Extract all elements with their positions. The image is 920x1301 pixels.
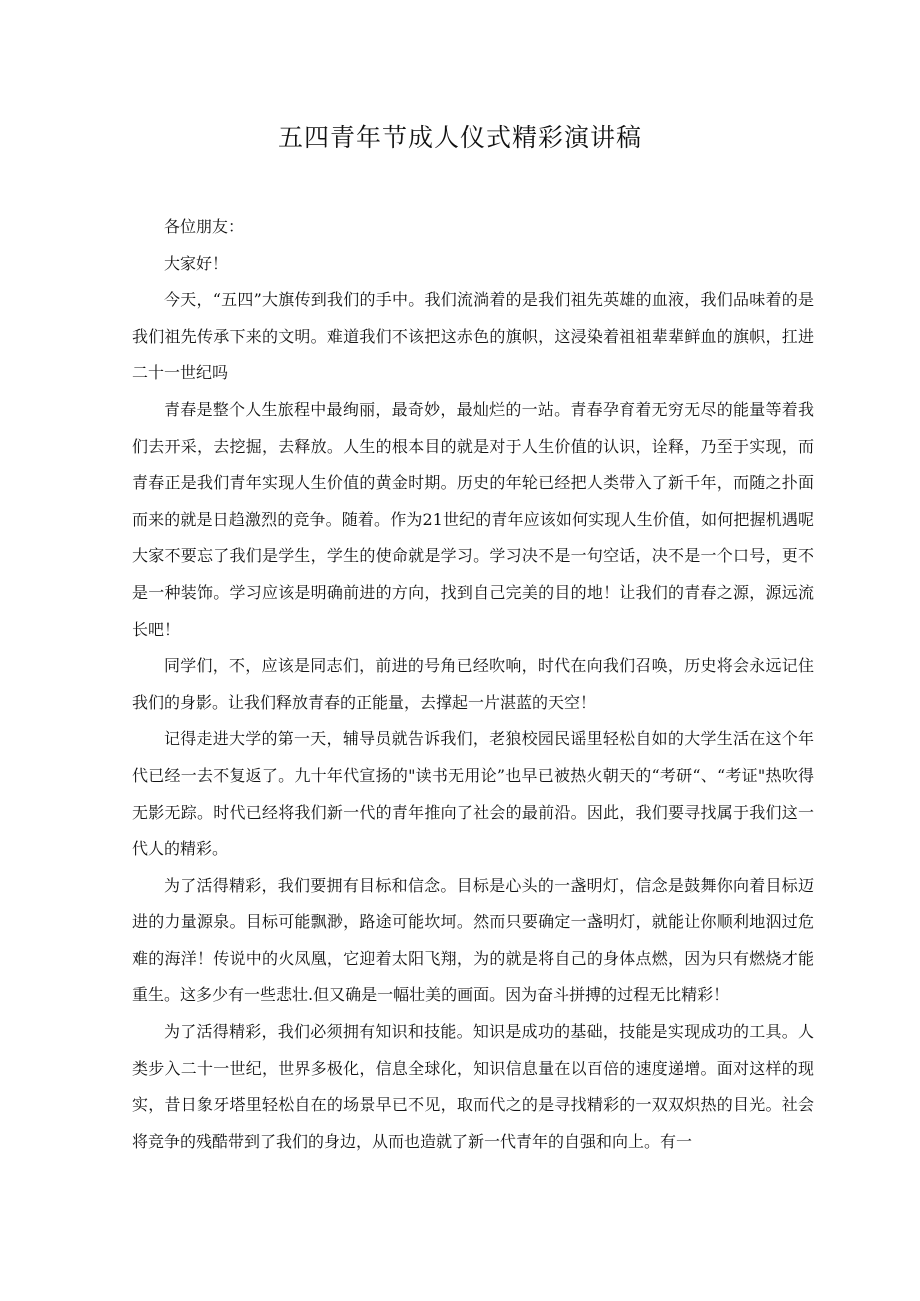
hello-paragraph: 大家好！: [164, 253, 229, 273]
document-body: [132, 209, 814, 1160]
body-paragraph: 记得走进大学的第一天，辅导员就告诉我们，老狼校园民谣里轻松自如的大学生活在这个年代已经一去不复返了。九十年代宣扬的"读书无用论”也早已被热火朝天的“考研“、“考证"热吹得无影无踪。时代已经将我们新一代的青年推向了社会的最前沿。因此，我们要寻找属于我们这一代人的精彩。: [132, 729, 814, 859]
body-paragraph: 青春是整个人生旅程中最绚丽，最奇妙，最灿烂的一站。青春孕育着无穷无尽的能量等着我们去开采，去挖掘，去释放。人生的根本目的就是对于人生价值的认识，诠释，乃至于实现，而青春正是我们青年实现人生价值的黄金时期。历史的年轮已经把人类带入了新千年，而随之扑面而来的就是日趋激烈的竞争。随着。作为21世纪的青年应该如何实现人生价值，如何把握机遇呢大家不要忘了我们是学生，学生的使命就是学习。学习决不是一句空话，决不是一个口号，更不是一种装饰。学习应该是明确前进的方向，找到自己完美的目的地！让我们的青春之源，源远流长吧！: [132, 399, 814, 639]
document-title: 五四青年节成人仪式精彩演讲稿: [277, 123, 642, 152]
greeting-paragraph: 各位朋友：: [164, 217, 245, 236]
body-paragraph: 同学们，不，应该是同志们，前进的号角已经吹响，时代在向我们召唤，历史将会永远记住我们的身影。让我们释放青春的正能量，去撑起一片湛蓝的天空！: [132, 656, 814, 712]
body-paragraph: 为了活得精彩，我们要拥有目标和信念。目标是心头的一盏明灯，信念是鼓舞你向着目标迈进的力量源泉。目标可能飘渺，路途可能坎坷。然而只要确定一盏明灯，就能让你顺利地泅过危难的海洋！传说中的火凤凰，它迎着太阳飞翔，为的就是将自己的身体点燃，因为只有燃烧才能重生。这多少有一些悲壮.但又确是一幅壮美的画面。因为奋斗拼搏的过程无比精彩！: [132, 875, 814, 1005]
body-paragraph: 今天，“五四”大旗传到我们的手中。我们流淌着的是我们祖先英雄的血液，我们品味着的是我们祖先传承下来的文明。难道我们不该把这赤色的旗帜，这浸染着祖祖辈辈鲜血的旗帜，扛进二十一世纪吗: [132, 290, 814, 383]
body-paragraph: 为了活得精彩，我们必须拥有知识和技能。知识是成功的基础，技能是实现成功的工具。人类步入二十一世纪，世界多极化，信息全球化，知识信息量在以百倍的速度递增。面对这样的现实，昔日象牙塔里轻松自在的场景早已不见，取而代之的是寻找精彩的一双双炽热的目光。社会将竞争的残酷带到了我们的身边，从而也造就了新一代青年的自强和向上。有一: [132, 1022, 814, 1151]
